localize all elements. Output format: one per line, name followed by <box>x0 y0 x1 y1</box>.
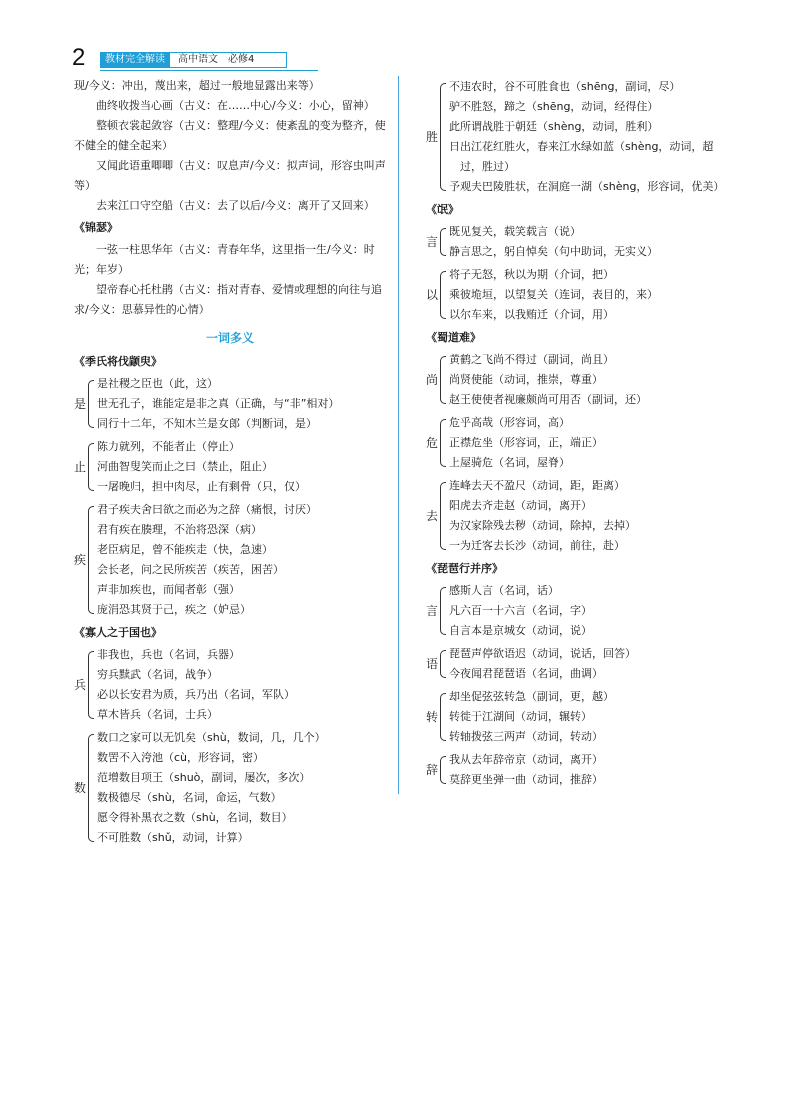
usage-list <box>449 413 726 473</box>
usage-line: 自言本是京城女（动词，说） <box>449 624 592 637</box>
usage-line: 转轴拨弦三两声（动词，转动） <box>449 730 603 743</box>
usage-line: 日出江花红胜火，春来江水绿如蓝（shèng，动词，超 <box>449 140 714 153</box>
usage-line: 阳虎去齐走赵（动词，离开） <box>449 499 592 512</box>
usage-line: 庞涓恐其贤于己，疾之（妒忌） <box>97 603 251 616</box>
brace-bracket <box>88 506 94 614</box>
polysemy-group <box>426 222 726 262</box>
brace-bracket <box>440 356 446 404</box>
usage-line: 既见复关，载笑载言（说） <box>449 225 581 238</box>
paragraph: 现/今义：冲出，蔑出来，超过一般地显露出来等） <box>74 79 320 92</box>
usage-list <box>449 222 726 262</box>
headword: 胜 <box>426 130 439 144</box>
polysemy-group <box>426 77 726 197</box>
polysemy-group <box>426 581 726 641</box>
paragraph: 一弦一柱思华年（古义：青春年华，这里指一生/今义：时光；年岁） <box>74 243 375 276</box>
usage-line: 是社稷之臣也（此，这） <box>97 377 218 390</box>
usage-line: 草木皆兵（名词，士兵） <box>97 708 218 721</box>
brace-bracket <box>440 83 446 191</box>
polysemy-group <box>74 437 386 497</box>
usage-line: 驴不胜怒，蹄之（shēng，动词，经得住） <box>449 100 659 113</box>
headword: 转 <box>426 710 439 724</box>
paragraph: 整顿衣裳起敛容（古义：整理/今义：使紊乱的变为整齐，使不健全的健全起来） <box>74 119 386 152</box>
polysemy-group <box>426 687 726 747</box>
usage-list <box>449 687 726 747</box>
usage-line: 正襟危坐（形容词，正，端正） <box>449 436 603 449</box>
usage-line: 赵王使使者视廉颇尚可用否（副词，还） <box>449 393 647 406</box>
usage-line: 数罟不入洿池（cù，形容词，密） <box>97 751 265 764</box>
source-title: 《琵琶行并序》 <box>426 562 503 575</box>
polysemy-group <box>426 476 726 556</box>
usage-line: 莫辞更坐弹一曲（动词，推辞） <box>449 773 603 786</box>
usage-list <box>97 500 386 620</box>
brace-bracket <box>440 693 446 741</box>
usage-list <box>97 728 386 848</box>
source-title: 《季氏将伐颛臾》 <box>74 355 162 368</box>
usage-line: 世无孔子，谁能定是非之真（正确，与“非”相对） <box>97 397 340 410</box>
usage-line: 连峰去天不盈尺（动词，距，距离） <box>449 479 625 492</box>
usage-line: 黄鹤之飞尚不得过（副词，尚且） <box>449 353 614 366</box>
source-title: 《寡人之于国也》 <box>74 626 162 639</box>
usage-line: 数口之家可以无饥矣（shù，数词，几，几个） <box>97 731 326 744</box>
brace-bracket <box>88 651 94 719</box>
polysemy-group <box>74 645 386 725</box>
running-header <box>100 52 287 68</box>
headword: 言 <box>426 604 439 618</box>
paragraph: 望帝春心托杜鹃（古义：指对青春、爱情或理想的向往与追求/今义：思慕异性的心情） <box>74 283 382 316</box>
usage-line: 穷兵黩武（名词，战争） <box>97 668 218 681</box>
headword: 辞 <box>426 763 439 777</box>
brace-bracket <box>440 271 446 319</box>
headword: 兵 <box>74 678 87 692</box>
usage-line: 君子疾夫舍曰欲之而必为之辞（痛恨，讨厌） <box>97 503 317 516</box>
usage-line: 危乎高哉（形容词，高） <box>449 416 570 429</box>
header-rule <box>100 70 318 71</box>
polysemy-group <box>426 413 726 473</box>
brace-bracket <box>440 419 446 467</box>
usage-list <box>449 350 726 410</box>
usage-line: 不可胜数（shǔ，动词，计算） <box>97 831 249 844</box>
section-title: 一词多义 <box>205 331 254 345</box>
paragraph: 又闻此语重唧唧（古义：叹息声/今义：拟声词，形容虫叫声等） <box>74 159 386 192</box>
headword: 以 <box>426 288 439 302</box>
usage-line: 转徙于江湖间（动词，辗转） <box>449 710 592 723</box>
brace-bracket <box>88 380 94 428</box>
headword: 疾 <box>74 553 87 567</box>
usage-list <box>97 437 386 497</box>
brace-bracket <box>440 587 446 635</box>
headword: 尚 <box>426 373 439 387</box>
usage-line: 上屋骑危（名词，屋脊） <box>449 456 570 469</box>
brace-bracket <box>440 756 446 784</box>
usage-line: 数极德尽（shù，名词，命运，气数） <box>97 791 282 804</box>
polysemy-group <box>426 750 726 790</box>
usage-list <box>97 374 386 434</box>
headword: 危 <box>426 436 439 450</box>
usage-line: 过，胜过） <box>449 160 515 173</box>
headword: 去 <box>426 509 439 523</box>
headword: 言 <box>426 235 439 249</box>
polysemy-group <box>74 374 386 434</box>
header-series-tag: 教材完全解读 <box>100 52 170 68</box>
headword: 止 <box>74 460 87 474</box>
usage-line: 老臣病足，曾不能疾走（快，急速） <box>97 543 273 556</box>
polysemy-group <box>426 350 726 410</box>
polysemy-group <box>426 265 726 325</box>
headword: 数 <box>74 781 87 795</box>
usage-list <box>449 77 726 197</box>
usage-line: 声非加疾也，而闻者彰（强） <box>97 583 240 596</box>
paragraph: 曲终收拨当心画（古义：在……中心/今义：小心，留神） <box>96 99 375 112</box>
usage-list <box>449 750 726 790</box>
usage-line: 我从去年辞帝京（动词，离开） <box>449 753 603 766</box>
polysemy-group <box>74 728 386 848</box>
brace-bracket <box>440 650 446 678</box>
usage-line: 以尔车来，以我贿迁（介词，用） <box>449 308 614 321</box>
left-column <box>74 76 386 851</box>
source-title: 《锦瑟》 <box>74 221 118 234</box>
usage-line: 范增数目项王（shuò，副词，屡次，多次） <box>97 771 311 784</box>
usage-line: 将子无怒，秋以为期（介词，把） <box>449 268 614 281</box>
usage-line: 却坐促弦弦转急（副词，更，越） <box>449 690 614 703</box>
usage-line: 一屠晚归，担中肉尽，止有剩骨（只，仅） <box>97 480 306 493</box>
polysemy-group <box>426 644 726 684</box>
usage-list <box>449 581 726 641</box>
usage-line: 同行十二年，不知木兰是女郎（判断词，是） <box>97 417 317 430</box>
usage-line: 感斯人言（名词，话） <box>449 584 559 597</box>
usage-list <box>449 644 726 684</box>
usage-line: 为汉家除残去秽（动词，除掉，去掉） <box>449 519 636 532</box>
usage-line: 愿令得补黑衣之数（shù，名词，数目） <box>97 811 293 824</box>
usage-line: 此所谓战胜于朝廷（shèng，动词，胜利） <box>449 120 659 133</box>
usage-list <box>449 265 726 325</box>
usage-line: 必以长安君为质，兵乃出（名词，军队） <box>97 688 295 701</box>
usage-line: 非我也，兵也（名词，兵器） <box>97 648 240 661</box>
brace-bracket <box>88 734 94 842</box>
headword: 是 <box>74 397 87 411</box>
source-title: 《氓》 <box>426 203 459 216</box>
brace-bracket <box>440 482 446 550</box>
brace-bracket <box>88 443 94 491</box>
source-title: 《蜀道难》 <box>426 331 481 344</box>
usage-line: 一为迁客去长沙（动词，前往，赴） <box>449 539 625 552</box>
brace-bracket <box>440 228 446 256</box>
usage-list <box>97 645 386 725</box>
usage-line: 乘彼垝垣，以望复关（连词，表目的，来） <box>449 288 658 301</box>
column-divider <box>398 76 399 794</box>
usage-line: 琵琶声停欲语迟（动词，说话，回答） <box>449 647 636 660</box>
page-number: 2 <box>72 44 86 71</box>
usage-line: 予观夫巴陵胜状，在洞庭一湖（shèng，形容词，优美） <box>449 180 725 193</box>
paragraph: 去来江口守空船（古义：去了以后/今义：离开了又回来） <box>96 199 375 212</box>
usage-line: 陈力就列，不能者止（停止） <box>97 440 240 453</box>
polysemy-group <box>74 500 386 620</box>
usage-line: 河曲智叟笑而止之曰（禁止，阻止） <box>97 460 273 473</box>
usage-line: 不违农时，谷不可胜食也（shēng，副词，尽） <box>449 80 681 93</box>
headword: 语 <box>426 657 439 671</box>
usage-line: 凡六百一十六言（名词，字） <box>449 604 592 617</box>
usage-line: 静言思之，躬自悼矣（句中助词，无实义） <box>449 245 658 258</box>
usage-line: 今夜闻君琵琶语（名词，曲调） <box>449 667 603 680</box>
usage-line: 君有疾在腠理，不治将恐深（病） <box>97 523 262 536</box>
usage-line: 会长老，问之民所疾苦（疾苦，困苦） <box>97 563 284 576</box>
right-column <box>426 76 726 793</box>
usage-line: 尚贤使能（动词，推崇，尊重） <box>449 373 603 386</box>
usage-list <box>449 476 726 556</box>
header-book-title: 高中语文 必修4 <box>170 52 287 68</box>
